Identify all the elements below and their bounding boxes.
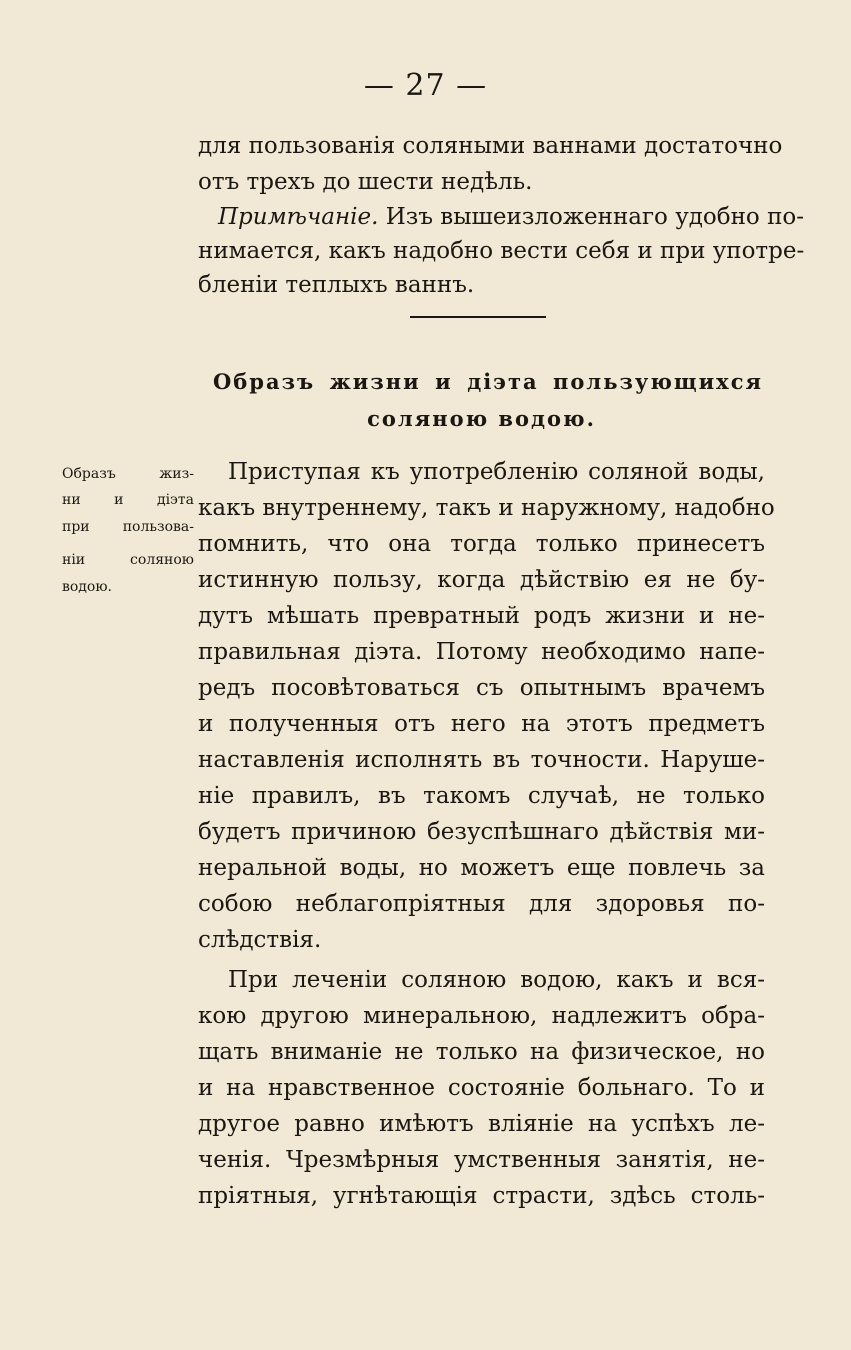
section-heading: Образъ жизни и діэта пользующихся (213, 369, 763, 394)
text-line: Приступая къ употребленію соляной воды, (228, 459, 765, 485)
note-first-line (218, 199, 805, 235)
text-line: и на нравственное состояніе больнаго. То и (198, 1075, 765, 1101)
note-text: Изъ вышеизложеннаго удобно по- (385, 204, 805, 230)
text-line: редъ посовѣтоваться съ опытнымъ врачемъ (198, 675, 765, 701)
text-line: будетъ причиною безуспѣшнаго дѣйствія ми- (198, 819, 765, 845)
text-line: правильная діэта. Потому необходимо напе- (198, 639, 765, 665)
text-line: нимается, какъ надобно вести себя и при употре- (198, 238, 805, 264)
margin-note-line: ни и діэта (62, 492, 194, 508)
margin-note-line: ніи соляною (62, 552, 194, 568)
text-line: слѣдствія. (198, 927, 322, 953)
text-line: другое равно имѣютъ вліяніе на успѣхъ ле- (198, 1111, 765, 1137)
text-line: наставленія исполнять въ точности. Наруше- (198, 747, 765, 773)
section-divider (410, 316, 546, 318)
text-line: ніе правилъ, въ такомъ случаѣ, не только (198, 783, 765, 809)
text-line: ченія. Чрезмѣрныя умственныя занятія, не- (198, 1147, 765, 1173)
text-line: для пользованія соляными ваннами достаточно (198, 133, 783, 159)
margin-note-line: при пользова- (62, 519, 194, 535)
text-line: неральной воды, но можетъ еще повлечь за (198, 855, 765, 881)
text-line: отъ трехъ до шести недѣль. (198, 169, 533, 195)
page-number: — 27 — (363, 68, 488, 103)
text-line: пріятныя, угнѣтающія страсти, здѣсь столь- (198, 1183, 765, 1209)
text-line: дутъ мѣшать превратный родъ жизни и не- (198, 603, 765, 629)
text-line: истинную пользу, когда дѣйствію ея не бу- (198, 567, 765, 593)
text-line: щать вниманіе не только на физическое, но (198, 1039, 765, 1065)
margin-note-line: Образъ жиз- (62, 466, 194, 482)
margin-note-line: водою. (62, 579, 112, 595)
text-line: собою неблагопріятныя для здоровья по- (198, 891, 765, 917)
text-line: кою другою минеральною, надлежитъ обра- (198, 1003, 765, 1029)
note-label: Примѣчаніе. (218, 204, 379, 230)
text-line: При леченіи соляною водою, какъ и вся- (228, 967, 765, 993)
section-heading: соляною водою. (367, 406, 596, 431)
text-line: помнить, что она тогда только принесетъ (198, 531, 765, 557)
text-line: бленіи теплыхъ ваннъ. (198, 272, 475, 298)
text-line: и полученныя отъ него на этотъ предметъ (198, 711, 765, 737)
text-line: какъ внутреннему, такъ и наружному, надобно (198, 495, 775, 521)
